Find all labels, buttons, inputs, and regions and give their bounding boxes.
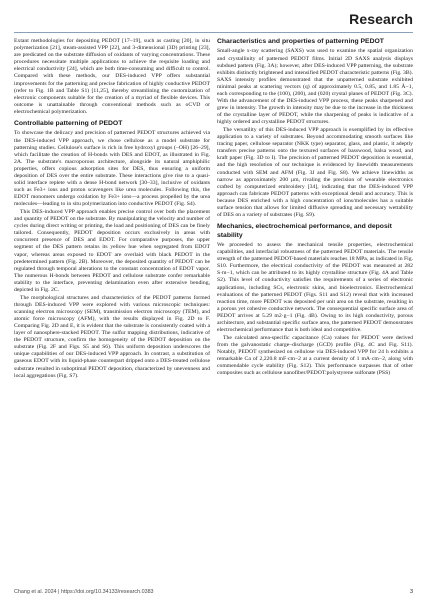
body-paragraph: We proceeded to assess the mechanical tensile properties, electrochemical capabilities, and interfacial robustness of the patterned PEDOT materials. The tensile strength of the patterned PEDOT-based materials reaches 18 MPa, as indicated in Fig. S10. Furthermore, the electrical conductivity of the PEDOT was measured at 282 S·m−1, which can be attributed to its highly crystalline structure (Fig. 4A and Table S2). This level of conductivity satisfies the requirements of a series of electronic applications, including SCs, electronic skins, and bioelectronics. Electrochemical evaluations of the patterned PEDOT (Figs. S11 and S12) reveal that with increased reaction time, more PEDOT was deposited per unit area on the substrate, resulting in a porous yet cohesive conductive network. The consequential specific surface area of PEDOT arrives at 5.29 m2·g−1 (Fig. 4B). Owing to its high conductivity, porous architecture, and substantial specific surface area, the patterned PEDOT demonstrates electrochemical performance that is both ideal and competitive. (217, 241, 413, 334)
body-paragraph: This DES-induced VPP approach enables precise control over both the placement and quantity of PEDOT on the substrate. By manipulating the velocity and number of cycles during direct writing or printing, the load and positioning of DES can be finely tailored. Consequently, PEDOT deposition occurs exclusively in areas with concurrent presence of DES and EDOT. For comparative purposes, the upper segment of the DES pattern retains its yellow hue when segregated from EDOT vapor, whereas areas exposed to EDOT are overlaid with black PEDOT in the predetermined pattern (Fig. 2B). Moreover, the deposited quantity of PEDOT can be regulated through temporal alterations to the constant concentration of EDOT vapor. The numerous H-bonds between PEDOT and cellulose substrate confer remarkable stability to the interface, preventing delamination even after extensive bending, depicted in Fig. 2C. (14, 208, 210, 293)
body-paragraph: The calculated area-specific capacitance (Ca) values for PEDOT were derived from the galvanostatic charge–discharge (GCD) profile (Fig. 4C and Fig. S11). Notably, PEDOT synthesized on cellulose via DES-induced VPP for 24 h exhibits a remarkable Ca of 2,220.8 mF·cm−2 at a current density of 1 mA·cm−2, along with commendable cycle stability (Fig. S12). This performance surpasses that of other composites such as cellulose nanofiber/PEDOT:polystyrene sulfonate (PSS) (217, 334, 413, 377)
section-heading: Mechanics, electrochemical performance, and deposit stability (217, 223, 392, 239)
left-column (14, 38, 210, 380)
section-heading: Characteristics and properties of patterning PEDOT (217, 38, 384, 45)
body-paragraph: Extant methodologies for depositing PEDOT [17–19], such as casting [20], in situ polymerization [21], steam-assisted VPP [22], and 3-dimensional (3D) printing [23], are predicated on the substrate diffusion of oxidants of varying concentrations. These procedures necessitate multiple applications to achieve the requisite loading and electrical conductivity [24], which are both time-consuming and difficult to control. Compared with these methods, our DES-induced VPP offers substantial improvements for the patterning and precise fabrication of highly conductive PEDOT (refer to Fig. 1B and Table S1) [11,25], thereby streamlining the customization of electronic components suitable for the creation of a myriad of flexible devices. This outcome is unattainable through conventional methods such as oCVD or electrochemical polymerization. (14, 38, 210, 115)
section-heading: Controllable patterning of PEDOT (14, 120, 123, 128)
right-column (217, 38, 413, 378)
journal-brand: Research (349, 11, 413, 27)
body-paragraph: The versatility of this DES-induced VPP approach is exemplified by its effective application to a variety of substrates. Beyond accommodating smooth surfaces like tracing paper, cellulose separator (NKK type) separator, glass, and plastic, it adeptly transfers precise patterns onto the textured surfaces of basswood, balsa wood, and kraft paper (Fig. 3D to I). The precision of patterned PEDOT deposition is essential, and the high resolution of our technique is evidenced by linewidth measurements conducted with SEM and AFM (Fig. 3J and Fig. S8). We achieve linewidths as narrow as approximately 200 μm, rivaling the precision of wearable electronics crafted by computerized embroidery [34], indicating that the DES-induced VPP approach can fabricate PEDOT patterns with exceptional detail and accuracy. This is because DES enriched with a high concentration of ions/molecules has a suitable surface tension that allows for limited diffusive spreading and necessary wettability of DES on a variety of substrates (Fig. S9). (217, 126, 413, 219)
body-paragraph: To showcase the delicacy and precision of patterned PEDOT structures achieved via the DES-induced VPP approach, we chose cellulose as a model substrate for patterning studies. Cellulose's surface is rich in free hydroxyl groups (–OH) [26–29], which facilitate the creation of H-bonds with DES and EDOT, as illustrated in Fig. 2A. The substrate's macroporous architecture, alongside its natural amphiphilic properties, offers copious adsorption sites for DES, thus ensuring a uniform deposition of DES over the entire substrate. These interactions give rise to a quasi-solid interface replete with a dense H-bond network [30–33], inclusive of oxidants such as Fe3+ ions and proton scavengers like urea molecules. Following this, the EDOT monomers undergo oxidation by Fe3+ ions—a process propelled by the urea molecules—leading to in situ polymerization into conductive PEDOT (Fig. S4). (14, 130, 210, 208)
body-paragraph: The morphological structures and characteristics of the PEDOT patterns formed through DES-induced VPP were explored with various microscopic techniques: scanning electron microscopy (SEM), transmission electron microscopy (TEM), and atomic force microscopy (AFM), with the results displayed in Fig. 2D to F. Comparing Fig. 2D and E, it is evident that the substrate is consistently coated with a layer of nanosphere-stacked PEDOT. The sulfur mapping distributions, indicative of the PEDOT structure, confirm the homogeneity of the PEDOT deposition on the substrate (Fig. 2F and Figs. S5 and S6). This uniform deposition underscores the unique capabilities of our DES-induced VPP approach. In contrast, a substitution of gaseous EDOT with its liquid-phase counterpart dripped onto a DES-treated cellulose substrate resulted in suboptimal PEDOT deposition, characterized by unevenness and local aggregations (Fig. S7). (14, 294, 210, 379)
body-paragraph: Small-angle x-ray scattering (SAXS) was used to examine the spatial organization and crystallinity of patterned PEDOT films. Initial 2D SAXS analysis displays subdued pattern (Fig. 3A); however, after DES-induced VPP patterning, the substrate exhibits distinctly brightened and intensified PEDOT characteristic patterns (Fig. 3B). SAXS intensity profiles demonstrated that the unpatterned substrate exhibited minimal peaks at scattering vectors (q) of approximately 0.5, 0.85, and 1.85 Å−1, each corresponding to the (100), (200), and (020) crystal planes of PEDOT (Fig. 3C). With the advancement of the DES-induced VPP process, these peaks sharpened and grew in intensity. The growth in intensity may be due to the increase in the thickness of the crystalline layer of PEDOT, while the sharpening of peaks is indicative of a highly ordered and crystalline PEDOT structures. (217, 48, 413, 126)
header-rule (14, 32, 413, 33)
page-header (0, 0, 427, 34)
footer-citation: Chang et al. 2024 | https://doi.org/10.34133/research.0383 (14, 589, 154, 595)
page-number: 3 (410, 589, 413, 595)
page-footer (14, 589, 413, 599)
